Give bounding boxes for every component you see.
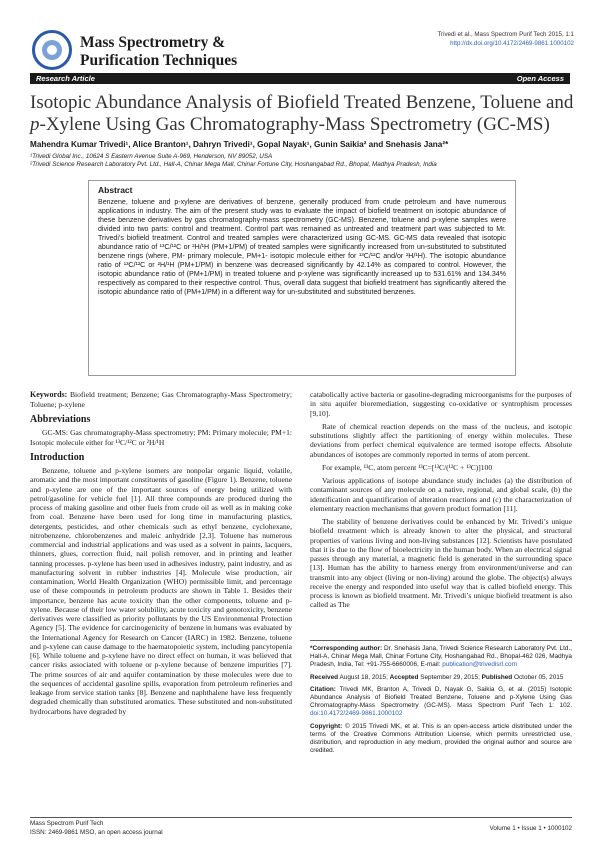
journal-name-line1: Mass Spectrometry &: [80, 34, 226, 51]
header-citation-line: Trivedi et al., Mass Spectrom Purif Tech 2015, 1:1: [437, 31, 574, 38]
footer-left: [30, 820, 163, 837]
abstract-heading: Abstract: [98, 185, 133, 195]
title-line2-rest: -Xylene Using Gas Chromatography-Mass Spectrometry (GC-MS): [39, 114, 550, 135]
correspondence-block: [310, 640, 572, 759]
atom-percent-equation: For example, ¹³C, atom percent ¹³C=[¹³C/(¹²C + ¹³C)]100: [322, 462, 493, 472]
keywords-paragraph: [30, 390, 292, 410]
abbreviations-text: GC-MS: Gas chromatography-Mass spectrometry; PM: Primary molecule; PM+1: Isotopic molecule either for ¹³C/¹²C or ²H/¹H: [30, 428, 292, 447]
introduction-heading: Introduction: [30, 451, 85, 463]
author-list: Mahendra Kumar Trivedi¹, Alice Branton¹, Dahryn Trivedi¹, Gopal Nayak¹, Gunin Saikia² and Snehasis Jana²*: [30, 140, 449, 149]
left-column: [30, 390, 292, 716]
published-date: October 05, 2015: [514, 673, 564, 681]
corresponding-text: Dr. Snehasis Jana, Trivedi Science Research Laboratory Pvt. Ltd., Hall-A, Chinar Mega Mall, Chinar Fortune City, Hoshangabad Rd., Bhopal-462 026, Madhya Pradesh, India, Tel: +91-755-6660006, E-mail:: [310, 645, 572, 669]
accepted-date: September 29, 2015;: [420, 673, 480, 681]
body-paragraph-4: Various applications of isotope abundance study includes (a) the distribution of contaminant sources of any molecule on a native, regional, and global scale, (b) the identification and quantification of alteration reactions and (c) the characterization of elementary reaction mechanisms that govern product formation [11].: [310, 476, 572, 513]
accepted-label: Accepted: [389, 673, 419, 681]
open-access-label: Open Access: [516, 74, 564, 83]
dates-line: [310, 674, 572, 682]
citation-text: Trivedi MK, Branton A, Trivedi D, Nayak G, Saikia G, et al. (2015) Isotopic Abundance Analysis of Biofield Treated Benzene, Toluene and p-Xylene Using Gas Chromatography-Mass Spectrometry (GC-MS). Mass Spectrom Purif Tech 1: 102.: [310, 685, 572, 710]
header-citation: [437, 30, 574, 48]
body-paragraph-1: catabolically active bacteria or gasoline-degrading microorganisms for the purposes of in situ aquifer bioremediation, suggesting co-oxidative or syntrophism processes [9,10].: [310, 390, 572, 418]
title-line1: Isotopic Abundance Analysis of Biofield Treated Benzene, Toluene and: [30, 92, 574, 113]
journal-name: [80, 34, 237, 70]
right-column: [310, 390, 572, 610]
abstract-text: Benzene, toluene and p-xylene are derivatives of benzene, generally produced from crude petroleum and have numerous applications in industry. The aim of the present study was to evaluate the impact of biofield treatment on isotopic abundance of these benzene derivatives by gas chromatography-mass spectrometry (GC-MS). Benzene, toluene and p-xylene samples were divided into two parts: control and treatment. Control part was remained as untreated and treatment part was subjected to Mr. Trivedi’s biofield treatment. Control and treated samples were characterized using GC-MS. GC-MS data revealed that isotopic abundance ratio of ¹³C/¹²C or ²H/¹H (PM+1/PM) of treated samples were significantly increased from un-substituted to substituted benzene rings (where, PM- primary molecule, PM+1- isotopic molecule either for ¹³C/¹²C and/or ²H/¹H). The isotopic abundance ratio of ¹³C/¹²C or ²H/¹H (PM+1/PM) in benzene was decreased significantly by 42.14% as compared to control. However, the isotopic abundance ratio of (PM+1/PM) in treated toluene and p-xylene was significantly increased up to 531.61% and 134.34% respectively as compared to their respective control. Thus, overall data suggest that biofield treatment has significantly altered the isotopic abundance ratio of (PM+1/PM) in a different way for un-substituted and substituted benzenes.: [98, 199, 506, 297]
section-bar: [30, 73, 570, 84]
footer-journal: Mass Spectrom Purif Tech: [30, 820, 104, 827]
corresponding-label: *Corresponding author:: [310, 645, 383, 652]
received-label: Received: [310, 673, 339, 681]
citation-block: [310, 686, 572, 719]
title-italic-p: p: [30, 114, 40, 135]
received-date: August 18, 2015;: [339, 673, 388, 681]
affiliation-2: ²Trivedi Science Research Laboratory Pvt. Ltd., Hall-A, Chinar Mega Mall, Chinar Fortune City, Hoshangabad Rd., Bhopal, Madhya Pradesh, India: [30, 161, 437, 168]
article-title: [30, 92, 575, 136]
keywords-text: Biofield treatment; Benzene; Gas Chromatography-Mass Spectrometry; Toluene; p-xylene: [30, 390, 292, 409]
body-paragraph-5: The stability of benzene derivatives could be enhanced by Mr. Trivedi’s unique biofield treatment which is already known to alter the physical, and structural properties of various living and non-living substances [12]. Scientists have postulated that it is due to the flow of bioelectricity in the human body. When an electrical signal passes through any material, a magnetic field is generated in the surrounding space [13]. Human has the ability to harness energy from environment/universe and can transmit into any object (living or non-living) around the globe. The object(s) always receive the energy and responded into useful way that is called biofield energy. This process is known as biofield treatment. Mr. Trivedi’s unique biofield treatment is also called as The: [310, 517, 572, 610]
footer-issn: ISSN: 2469-9861 MSO, an open access journal: [30, 828, 163, 836]
citation-doi-link[interactable]: doi:10.4172/2469-9861.1000102: [310, 710, 403, 718]
affiliation-1: ¹Trivedi Global Inc., 10624 S Eastern Avenue Suite A-969, Henderson, NV 89052, USA: [30, 153, 273, 160]
citation-label: Citation:: [310, 685, 336, 693]
corresponding-author: [310, 645, 572, 670]
introduction-paragraph: Benzene, toluene and p-xylene isomers are nonpolar organic liquid, volatile, aromatic and the most important constituents of gasoline (Figure 1). Benzene, toluene and p-xylene are one of the important sources of energy being utilized with petrol/gasoline for vehicle fuel [1]. All three compounds are produced during the process of making gasoline and other fuels from crude oil as well as in making coke from coal. Benzene have been used for long time in manufacturing plastics, detergents, pesticides, and other chemicals such as ethyl benzene, cyclohexane, nitrobenzene, chlorobenzenes and maleic anhydride [2,3]. Toluene has numerous commercial and industrial applications and was used as a solvent in paints, lacquers, thinners, glues, correction fluid, nail polish remover, and in printing and leather tanning processes. p-xylene has been used in adhesives industry, paint industry, and as manufacturing solvent in rubber industries [4]. Molecule wise production, air contamination, World Health Organization (WHO) permissible limit, and percentage use of these compounds in petroleum products are shown in Table 1. Besides their importance, benzene has acute toxicity than the other components, toluene and p-xylene. Because of their low water solubility, acute toxicity and genotoxicity, benzene derivatives were classified as priority pollutants by the US Environmental Protection Agency [5]. The evidence for carcinogenicity of benzene in humans was evaluated by the International Agency for Research on Cancer (IARC) in 1982. Benzene, toluene and p-xylene can cause damage to the haematopoietic system, including pancytopenia [6]. While toluene and p-xylene have no direct effect on human, it was believed that cancer risks associated with toluene or p-xylene because of benzene impurities [7]. The prime sources of air and aquifer contamination by these molecules were due to the sequences of accidental gasoline spills, evaporation from petroleum refineries and leakage from service station tanks [8]. Benzene and naphthalene have less frequently degraded chemically than substituted aromatics. These substituted and non-substituted hydrocarbons have degraded by: [30, 466, 292, 716]
footer-rule: [30, 817, 572, 818]
published-label: Published: [481, 673, 513, 681]
corresponding-email-link[interactable]: publication@trivedisrl.com: [442, 661, 517, 669]
keywords-label: Keywords:: [30, 390, 68, 399]
journal-name-line2: Purification Techniques: [80, 52, 238, 69]
footer-volume: Volume 1 • Issue 1 • 1000102: [489, 825, 572, 832]
article-type-label: Research Article: [36, 74, 95, 83]
copyright-text: © 2015 Trivedi MK, et al. This is an open-access article distributed under the terms of the Creative Commons Attribution License, which permits unrestricted use, distribution, and reproduction in any medium, provided the original author and source are credited.: [310, 722, 572, 755]
body-paragraph-2: Rate of chemical reaction depends on the mass of the nucleus, and isotopic substitutions slightly affect the partitioning of energy within molecules. These deviations from perfect chemical equivalence are termed isotope effects. Absolute abundances of isotopes are commonly reported in terms of atom percent.: [310, 421, 572, 459]
copyright-label: Copyright:: [310, 722, 343, 730]
abbreviations-heading: Abbreviations: [30, 414, 91, 425]
header-doi-link[interactable]: http://dx.doi.org/10.4172/2469-9861.1000102: [450, 40, 574, 47]
title-line2: [30, 114, 575, 136]
logo-center-dot: [47, 45, 57, 55]
copyright-block: [310, 723, 572, 756]
